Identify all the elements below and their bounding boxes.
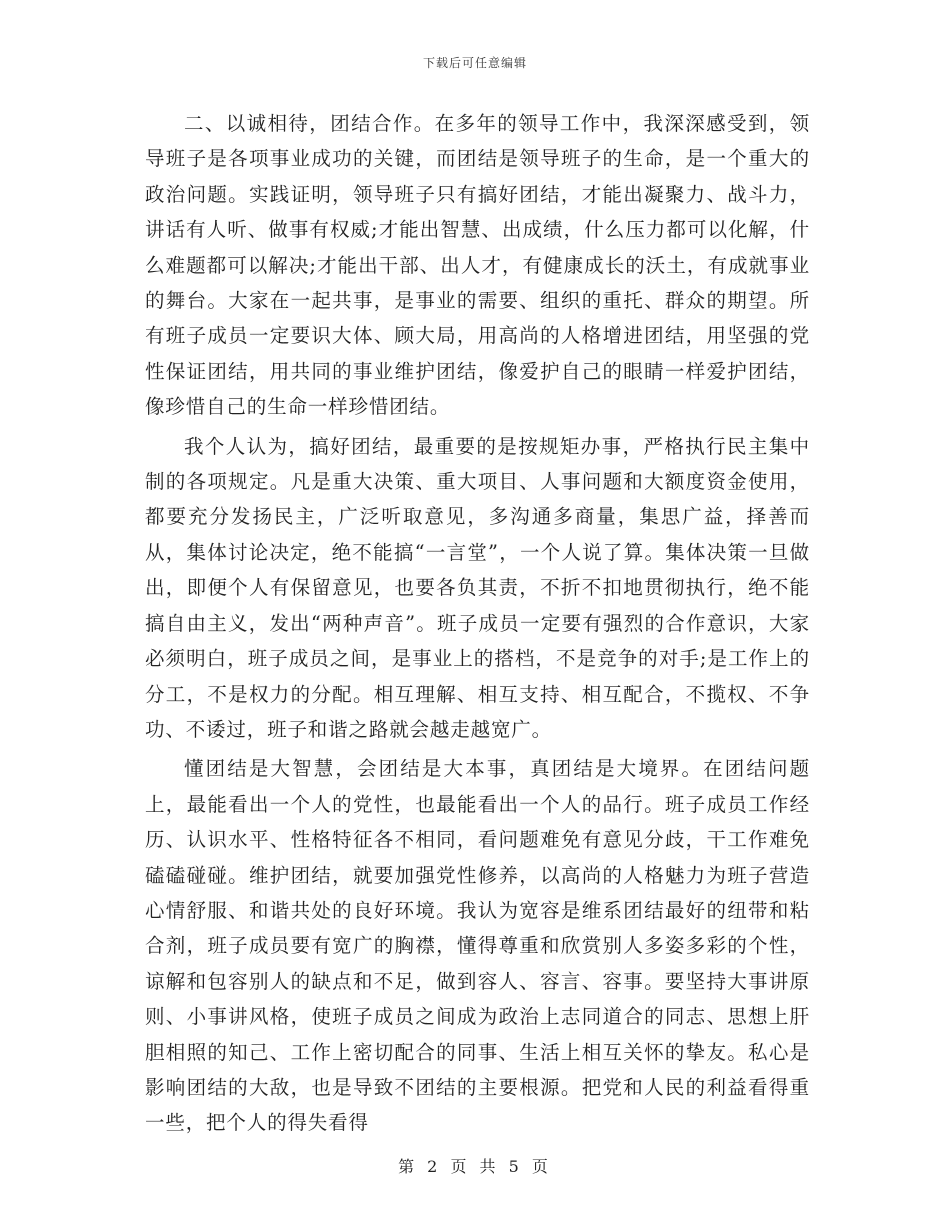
page-header: 下载后可任意编辑 [422,56,527,70]
page-number: 第 2 页 共 5 页 [398,1157,552,1176]
paragraph-2: 我个人认为，搞好团结，最重要的是按规矩办事，严格执行民主集中制的各项规定。凡是重大决策、重大项目、人事问题和大额度资金使用，都要充分发扬民主，广泛听取意见，多沟通多商量，集思广益，择善而从，集体讨论决定，绝不能搞“一言堂”，一个人说了算。集体决策一旦做出，即便个人有保留意见，也要各负其责，不折不扣地贯彻执行，绝不能搞自由主义，发出“两种声音”。班子成员一定要有强烈的合作意识，大家必须明白，班子成员之间，是事业上的搭档，不是竞争的对手;是工作上的分工，不是权力的分配。相互理解、相互支持、相互配合，不揽权、不争功、不诿过，班子和谐之路就会越走越宽广。 [145,434,810,741]
paragraph-1: 二、以诚相待，团结合作。在多年的领导工作中，我深深感受到，领导班子是各项事业成功的关键，而团结是领导班子的生命，是一个重大的政治问题。实践证明，领导班子只有搞好团结，才能出凝聚力、战斗力，讲话有人听、做事有权威;才能出智慧、出成绩，什么压力都可以化解，什么难题都可以解决;才能出干部、出人才，有健康成长的沃土，有成就事业的舞台。大家在一起共事，是事业的需要、组织的重托、群众的期望。所有班子成员一定要识大体、顾大局，用高尚的人格增进团结，用坚强的党性保证团结，用共同的事业维护团结，像爱护自己的眼睛一样爱护团结，像珍惜自己的生命一样珍惜团结。 [145,112,810,419]
paragraph-3: 懂团结是大智慧，会团结是大本事，真团结是大境界。在团结问题上，最能看出一个人的党性，也最能看出一个人的品行。班子成员工作经历、认识水平、性格特征各不相同，看问题难免有意见分歧，干工作难免磕磕碰碰。维护团结，就要加强党性修养，以高尚的人格魅力为班子营造心情舒服、和谐共处的良好环境。我认为宽容是维系团结最好的纽带和粘合剂，班子成员要有宽广的胸襟，懂得尊重和欣赏别人多姿多彩的个性，谅解和包容别人的缺点和不足，做到容人、容言、容事。要坚持大事讲原则、小事讲风格，使班子成员之间成为政治上志同道合的同志、思想上肝胆相照的知己、工作上密切配合的同事、生活上相互关怀的挚友。私心是影响团结的大敌，也是导致不团结的主要根源。把党和人民的利益看得重一些，把个人的得失看得 [145,757,810,1135]
document-body [145,106,810,1145]
